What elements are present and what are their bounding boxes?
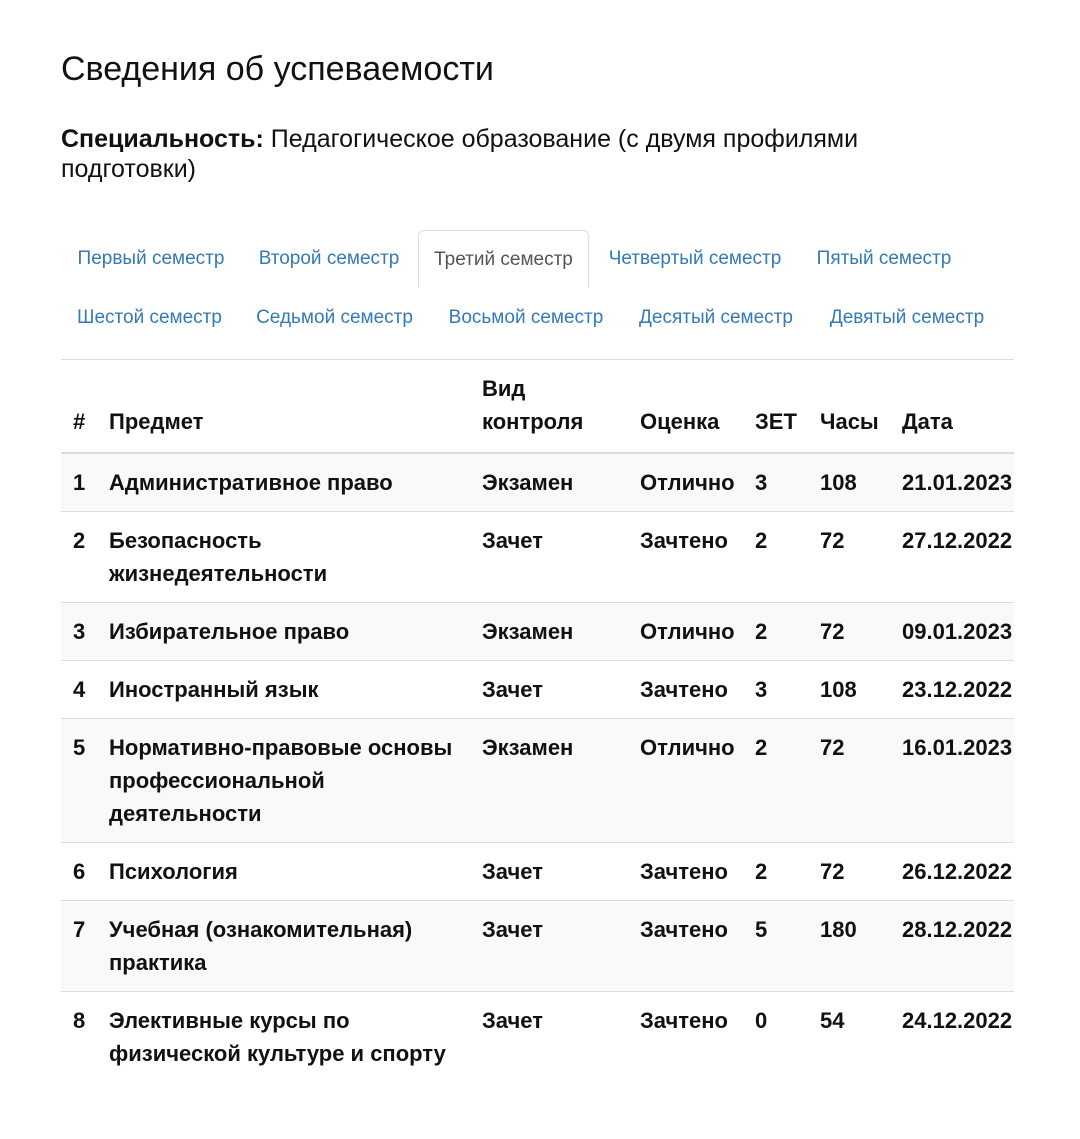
cell-grade: Зачтено [640,992,755,1083]
cell-date: 26.12.2022 [902,843,1014,901]
tab-semester-5[interactable]: Пятый семестр [816,248,952,269]
cell-date: 24.12.2022 [902,992,1014,1083]
cell-grade: Отлично [640,453,755,512]
cell-control: Зачет [482,992,640,1083]
cell-zet: 5 [755,901,820,992]
cell-control: Зачет [482,843,640,901]
cell-zet: 2 [755,512,820,603]
table-header-row [61,360,1014,453]
table-row [61,603,1014,661]
specialty-label: Специальность: [61,125,264,153]
tab-semester-6[interactable]: Шестой семестр [77,307,222,328]
cell-grade: Отлично [640,719,755,843]
cell-subject: Учебная (ознакомительная) практика [109,901,482,992]
tab-semester-1[interactable]: Первый семестр [77,248,225,269]
cell-subject: Административное право [109,453,482,512]
cell-num: 5 [61,719,109,843]
tab-semester-2[interactable]: Второй семестр [258,248,400,269]
cell-control: Экзамен [482,719,640,843]
cell-num: 3 [61,603,109,661]
cell-grade: Зачтено [640,843,755,901]
header-date: Дата [902,360,1014,453]
table-row [61,719,1014,843]
cell-hours: 108 [820,453,902,512]
cell-zet: 3 [755,661,820,719]
table-row [61,901,1014,992]
cell-date: 27.12.2022 [902,512,1014,603]
cell-hours: 72 [820,719,902,843]
cell-date: 23.12.2022 [902,661,1014,719]
table-row [61,992,1014,1083]
header-hours: Часы [820,360,902,453]
table-row [61,843,1014,901]
table-row [61,512,1014,603]
semester-tabs [61,230,1014,360]
header-control: Вид контроля [482,360,640,453]
table-row [61,661,1014,719]
cell-grade: Зачтено [640,901,755,992]
cell-control: Экзамен [482,453,640,512]
header-zet: ЗЕТ [755,360,820,453]
cell-grade: Отлично [640,603,755,661]
header-grade: Оценка [640,360,755,453]
cell-hours: 72 [820,512,902,603]
tab-semester-9[interactable]: Девятый семестр [829,307,985,328]
cell-control: Экзамен [482,603,640,661]
cell-grade: Зачтено [640,661,755,719]
cell-zet: 2 [755,603,820,661]
cell-zet: 3 [755,453,820,512]
cell-date: 16.01.2023 [902,719,1014,843]
table-row [61,453,1014,512]
cell-num: 2 [61,512,109,603]
tab-semester-10[interactable]: Десятый семестр [639,307,793,328]
cell-control: Зачет [482,512,640,603]
header-subject: Предмет [109,360,482,453]
grades-table [61,360,1014,1082]
cell-num: 6 [61,843,109,901]
cell-zet: 2 [755,719,820,843]
cell-date: 09.01.2023 [902,603,1014,661]
cell-num: 8 [61,992,109,1083]
tab-semester-3[interactable]: Третий семестр [418,230,589,288]
cell-zet: 0 [755,992,820,1083]
cell-subject: Безопасность жизнедеятельности [109,512,482,603]
cell-hours: 72 [820,843,902,901]
cell-control: Зачет [482,901,640,992]
cell-num: 7 [61,901,109,992]
cell-grade: Зачтено [640,512,755,603]
cell-num: 1 [61,453,109,512]
cell-subject: Психология [109,843,482,901]
cell-date: 28.12.2022 [902,901,1014,992]
cell-subject: Избирательное право [109,603,482,661]
cell-subject: Нормативно-правовые основы профессиональной деятельности [109,719,482,843]
specialty-value: Педагогическое образование (с двумя профилями подготовки) [61,125,859,183]
tab-semester-7[interactable]: Седьмой семестр [256,307,413,328]
specialty-line [61,124,961,184]
cell-hours: 72 [820,603,902,661]
cell-hours: 54 [820,992,902,1083]
cell-control: Зачет [482,661,640,719]
cell-subject: Иностранный язык [109,661,482,719]
cell-date: 21.01.2023 [902,453,1014,512]
tab-semester-4[interactable]: Четвертый семестр [608,248,782,269]
cell-zet: 2 [755,843,820,901]
header-num: # [61,360,109,453]
cell-hours: 108 [820,661,902,719]
cell-subject: Элективные курсы по физической культуре и спорту [109,992,482,1083]
page-title: Сведения об успеваемости [61,50,494,88]
tab-semester-8[interactable]: Восьмой семестр [448,307,604,328]
cell-hours: 180 [820,901,902,992]
cell-num: 4 [61,661,109,719]
